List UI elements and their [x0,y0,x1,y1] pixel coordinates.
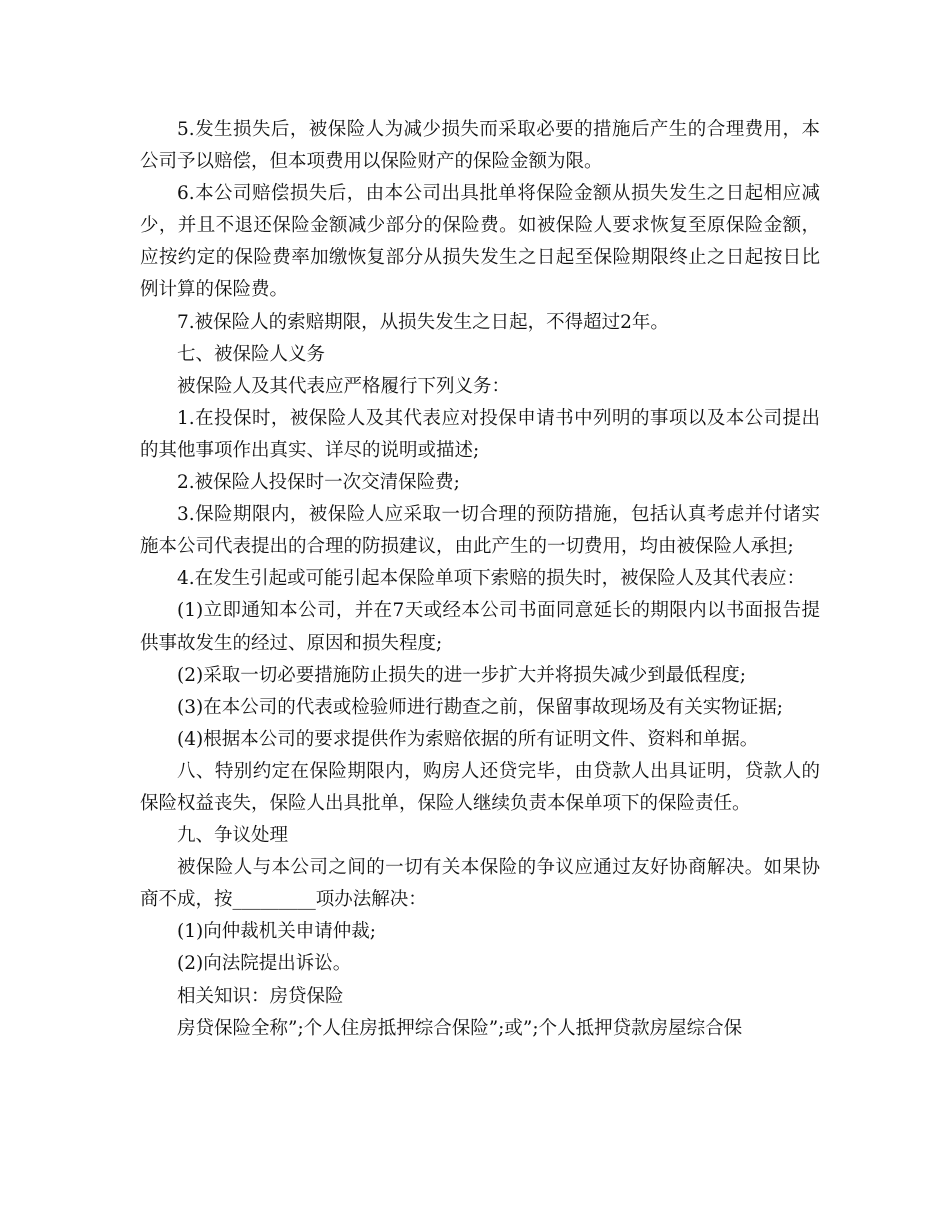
paragraph-obligations-intro: 被保险人及其代表应严格履行下列义务： [177,375,511,397]
section-heading-related-knowledge: 相关知识：房贷保险 [177,985,344,1007]
paragraph-subitem-2: (2)采取一切必要措施防止损失的进一步扩大并将损失减少到最低程度; [177,664,746,686]
paragraph-obligation-2: 2.被保险人投保时一次交清保险费; [177,472,460,494]
section-heading-disputes: 九、争议处理 [177,825,289,847]
paragraph-obligation-1: 1.在投保时，被保险人及其代表应对投保申请书中列明的事项以及本公司提出的其他事项作出真实、详尽的说明或描述; [140,407,820,461]
paragraph-clause-5: 5.发生损失后，被保险人为减少损失而采取必要的措施后产生的合理费用，本公司予以赔偿，但本项费用以保险财产的保险金额为限。 [140,119,820,173]
paragraph-special-agreement: 八、特别约定在保险期限内，购房人还贷完毕，由贷款人出具证明，贷款人的保险权益丧失，保险人出具批单，保险人继续负责本保单项下的保险责任。 [140,760,820,814]
paragraph-subitem-3: (3)在本公司的代表或检验师进行勘查之前，保留事故现场及有关实物证据; [177,696,783,718]
paragraph-dispute-option-2: (2)向法院提出诉讼。 [177,953,352,975]
paragraph-obligation-3: 3.保险期限内，被保险人应采取一切合理的预防措施，包括认真考虑并付诸实施本公司代表提出的合理的防损建议，由此产生的一切费用，均由被保险人承担; [140,504,820,558]
paragraph-dispute-resolution: 被保险人与本公司之间的一切有关本保险的争议应通过友好协商解决。如果协商不成，按_________项办法解决： [140,857,820,911]
paragraph-dispute-option-1: (1)向仲裁机关申请仲裁; [177,921,376,943]
paragraph-mortgage-insurance: 房贷保险全称”;个人住房抵押综合保险”;或”;个人抵押贷款房屋综合保 [177,1017,743,1039]
paragraph-obligation-4: 4.在发生引起或可能引起本保险单项下索赔的损失时，被保险人及其代表应： [177,568,806,590]
paragraph-subitem-1: (1)立即通知本公司，并在7天或经本公司书面同意延长的期限内以书面报告提供事故发生的经过、原因和损失程度; [140,600,820,654]
paragraph-clause-6: 6.本公司赔偿损失后，由本公司出具批单将保险金额从损失发生之日起相应减少，并且不退还保险金额减少部分的保险费。如被保险人要求恢复至原保险金额，应按约定的保险费率加缴恢复部分从损失发生之日起至保险期限终止之日起按日比例计算的保险费。 [140,183,820,301]
paragraph-clause-7: 7.被保险人的索赔期限，从损失发生之日起，不得超过2年。 [177,311,669,333]
section-heading-obligations: 七、被保险人义务 [177,343,326,365]
paragraph-subitem-4: (4)根据本公司的要求提供作为索赔依据的所有证明文件、资料和单据。 [177,728,759,750]
document-body [140,114,820,1045]
